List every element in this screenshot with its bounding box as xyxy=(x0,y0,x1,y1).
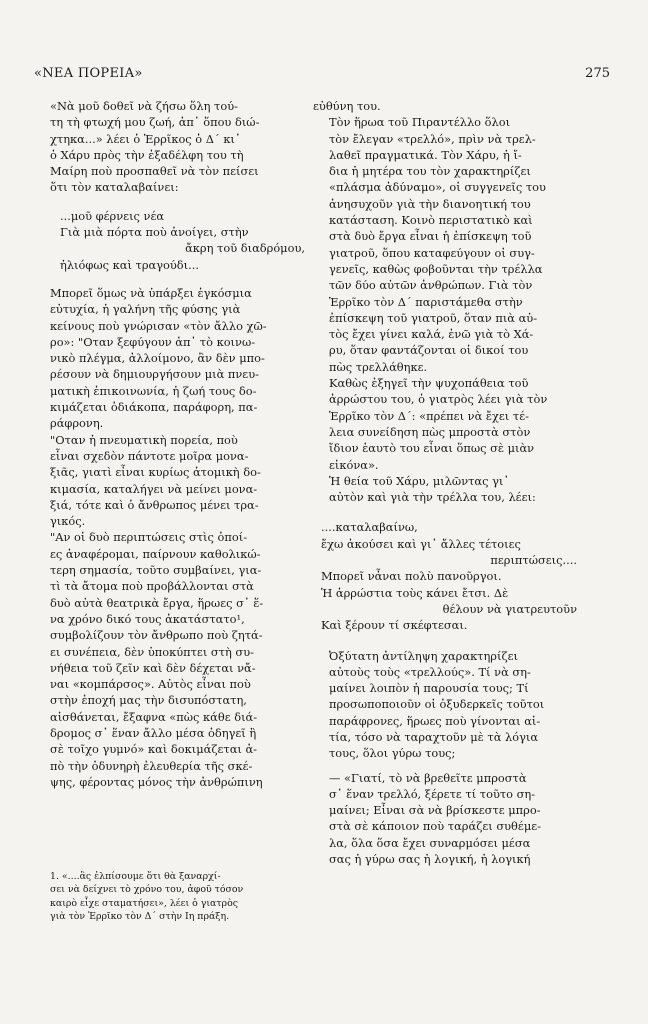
text-line: τὸν ἔλεγαν «τρελλό», πρὶν νὰ τρελ- xyxy=(329,131,536,146)
text-line: αὐτὸν καὶ γιὰ τὴν τρέλλα του, λέει: xyxy=(329,490,536,505)
text-line: ξιᾶς, γιατὶ εἶναι κυρίως ἀτομικὴ δο- xyxy=(50,465,261,480)
text-line: 1. «....ἂς ἐλπίσουμε ὅτι θὰ ξαναρχί- xyxy=(50,871,221,882)
text-line: ει συνέπεια, δὲν ὑποκύπτει στὴ συ- xyxy=(50,644,254,659)
paragraph xyxy=(313,648,589,762)
text-line: θέλουν νὰ γιατρευτοῦν xyxy=(442,601,577,616)
paragraph xyxy=(34,432,309,530)
text-line: ράφρονη. xyxy=(50,416,104,431)
text-line: Μαίρη ποὺ προσπαθεῖ νὰ τὸν πείσει xyxy=(50,164,259,179)
text-line: πὸ τὴν ὀδυνηρὴ ἐλευθερία τῆς σκέ- xyxy=(50,758,253,773)
text-line: ρυ, ὅταν φαντάζονται οἱ δικοί του xyxy=(329,343,529,358)
journal-title: «ΝΕΑ ΠΟΡΕΙΑ» xyxy=(34,66,143,81)
text-line: Ὀξύτατη ἀντίληψη χαρακτηρίζει xyxy=(329,648,519,663)
text-line: ἠλιόφως καὶ τραγούδι... xyxy=(60,257,199,272)
text-line: ἄκρη τοῦ διαδρόμου, xyxy=(185,241,305,256)
text-line: τὶ τὰ ἄτομα ποὺ προβάλλονται στὰ xyxy=(50,579,254,594)
verse-quote xyxy=(321,519,589,633)
text-line: λεια συνείδηση πὼς μπροστὰ στὸν xyxy=(329,424,531,439)
text-line: δρομος σ᾿ ἕναν ἄλλο μέσα ὁδηγεῖ ἢ xyxy=(50,725,257,740)
footnote xyxy=(34,870,309,924)
text-line: κιμάζεται ὁδιάκοπα, παράφορη, πα- xyxy=(50,400,258,415)
text-line: Μπορεῖ ὅμως νὰ ὑπάρξει ἐγκόσμια xyxy=(50,285,252,300)
text-line: ἀνησυχοῦν γιὰ τὴν διανοητική του xyxy=(329,196,531,211)
text-line: ρέσουν νὰ δημιουργήσουν μιὰ πνευ- xyxy=(50,367,259,382)
running-header xyxy=(34,66,610,88)
text-line: νήθεια τοῦ ζεῖν καὶ δὲν δέχεται νἄ- xyxy=(50,660,256,675)
text-line: αὐτοὺς τοὺς «τρελλούς». Τί νὰ ση- xyxy=(329,664,531,679)
text-line: εἶναι σχεδὸν πάντοτε μοῖρα μονα- xyxy=(50,448,249,463)
text-line: κατάσταση. Κοινὸ περιστατικὸ καὶ xyxy=(329,213,533,228)
text-line: Τὸν ἥρωα τοῦ Πιραντέλλο ὅλοι xyxy=(329,115,511,130)
page-number: 275 xyxy=(585,66,610,81)
text-line: χτηκα...» λέει ὁ Ἑρρῖκος ὁ Δ΄ κι᾿ xyxy=(50,131,241,146)
text-line: ὁ Χάρυ πρὸς τὴν ἐξαδέλφη του τὴ xyxy=(50,147,244,162)
paragraph xyxy=(313,375,589,473)
text-line: δυὸ αὐτὰ θεατρικὰ ἔργα, ἥρωες σ᾿ ἕ- xyxy=(50,595,264,610)
text-line: ἴδιον ἑαυτὸ του εἶναι ὅπως σὲ μιὰν xyxy=(329,441,535,456)
text-line: προσωποποιοῦν οἱ ὀξυδερκεῖς τοῦτοι xyxy=(329,697,545,712)
text-line: Ἑρρῖκο τὸν Δ΄: «πρέπει νὰ ἔχει τέ- xyxy=(329,408,529,423)
text-line: ....καταλαβαίνω, xyxy=(321,520,418,535)
text-line: «Νὰ μοῦ δοθεῖ νὰ ζήσω ὅλη τού- xyxy=(50,99,238,113)
text-line: ψης, φέροντας μόνος τὴν ἀνθρώπινη xyxy=(50,774,263,789)
text-line: ὅτι τὸν καταλαβαίνει: xyxy=(50,180,179,195)
text-line: Ἑρρῖκο τὸν Δ΄ παριστάμεθα στὴν xyxy=(329,294,523,309)
text-line: γιατροῦ, ὅπου καταφεύγουν οἱ συγ- xyxy=(329,245,535,260)
text-line: «πλάσμα ἀδύναμο», οἱ συγγενεῖς του xyxy=(329,180,546,195)
text-line: τῶν δύο αὐτῶν ἀνθρώπων. Γιὰ τὸν xyxy=(329,278,533,293)
text-line: "Αν οἱ δυὸ περιπτώσεις στὶς ὁποί- xyxy=(50,530,248,545)
text-line: στὴν ἐποχή μας τὴν δισυπόστατη, xyxy=(50,693,247,708)
verse-quote xyxy=(60,208,309,273)
text-line: μαίνει λοιπὸν ἡ παρουσία τους; Τί xyxy=(329,681,529,696)
paragraph xyxy=(313,473,589,506)
text-line: Ἡ ἀρρώστια τοὺς κάνει ἔτσι. Δὲ xyxy=(321,585,509,600)
paragraph xyxy=(34,285,309,432)
text-line: ...μοῦ φέρνεις νέα xyxy=(60,208,165,223)
paragraph xyxy=(313,770,589,868)
text-line: νικὸ πλέγμα, ἀλλοίμονο, ἂν δὲν μπο- xyxy=(50,351,265,366)
text-line: καιρὸ εἶχε σταματήσει», λέει ὁ γιατρὸς xyxy=(50,897,238,909)
text-line: κείνους ποὺ γνώρισαν «τὸν ἄλλο χῶ- xyxy=(50,318,267,333)
text-line: Γιὰ μιὰ πόρτα ποὺ ἀνοίγει, στὴν xyxy=(60,225,249,240)
text-line: στὰ σὲ κάποιον ποὺ ταράζει συθέμε- xyxy=(329,819,541,834)
text-line: εἰκόνα». xyxy=(329,457,379,472)
text-line: τη τὴ φτωχή μου ζωή, ἀπ᾿ ὅπου διώ- xyxy=(50,115,260,130)
text-line: Καθὼς ἐξηγεῖ τὴν ψυχοπάθεια τοῦ xyxy=(329,376,529,391)
text-line: σει νὰ δείχνει τὸ χρόνο του, ἀφοῦ τόσον xyxy=(50,884,244,896)
text-line: παράφρονες, ἥρωες ποὺ γίνονται αἰ- xyxy=(329,713,541,728)
text-line: πὼς τρελλάθηκε. xyxy=(329,359,428,374)
text-line: ες ἀναφέρομαι, παίρνουν καθολικώ- xyxy=(50,546,261,561)
text-line: γικός. xyxy=(50,514,86,529)
text-line: τους, ὅλοι γύρω τους; xyxy=(329,746,456,761)
text-line: δια ἡ μητέρα του τὸν χαρακτηρίζει xyxy=(329,164,531,179)
text-line: ναι «κομπάρσος». Αὐτὸς εἶναι ποὺ xyxy=(50,677,251,692)
text-line: — «Γιατί, τὸ νὰ βρεθεῖτε μπροστὰ xyxy=(329,770,527,785)
text-line: εὐθύνη του. xyxy=(313,99,381,113)
text-line: περιπτώσεις.... xyxy=(490,553,577,568)
text-line: γιὰ τὸν Ἑρρῖκο τὸν Δ΄ στὴν Ιη πράξη. xyxy=(50,911,230,923)
text-line: να χρόνο δικό τους ἀκατάστατο¹, xyxy=(50,611,245,626)
text-line: ματικὴ ἐπικοινωνία, ἡ ζωή τους δο- xyxy=(50,383,257,398)
text-line: εὐτυχία, ἡ γαλήνη τῆς φύσης γιὰ xyxy=(50,302,241,317)
paragraph xyxy=(34,98,309,196)
text-line: ρο»: "Οταν ξεφύγουν ἀπ᾿ τὸ κοινω- xyxy=(50,334,256,349)
text-line: λα, ὅλα ὅσα ἔχει συναρμόσει μέσα xyxy=(329,835,531,850)
text-line: ἔχω ἀκούσει καὶ γι᾿ ἄλλες τέτοιες xyxy=(321,536,521,551)
paragraph xyxy=(313,114,589,375)
text-line: στὰ δυὸ ἔργα εἶναι ἡ ἐπίσκεψη τοῦ xyxy=(329,229,532,244)
text-line: γενεῖς, καθὼς φοβοῦνται τὴν τρέλλα xyxy=(329,261,543,276)
paragraph xyxy=(34,529,309,790)
text-line: Ἡ θεία τοῦ Χάρυ, μιλῶντας γι᾿ xyxy=(329,473,510,488)
text-line: ξιά, τότε καὶ ὁ ἄνθρωπος μένει τρα- xyxy=(50,497,259,512)
text-line: σὲ τοῖχο γυμνό» καὶ δοκιμάζεται ἀ- xyxy=(50,742,258,757)
text-line: "Οταν ἡ πνευματικὴ πορεία, ποὺ xyxy=(50,432,238,447)
right-column xyxy=(313,98,589,867)
text-line: μαίνει; Εἶναι σὰ νὰ βρίσκεστε μπρο- xyxy=(329,803,541,818)
text-line: κιμασία, καταλήγει νὰ μείνει μονα- xyxy=(50,481,258,496)
text-line: λαθεῖ πραγματικά. Τὸν Χάρυ, ἡ ἴ- xyxy=(329,147,522,162)
text-line: τία, τόσο νὰ ταραχτοῦν μὲ τὰ λόγια xyxy=(329,729,539,744)
text-line: ἐπίσκεψη τοῦ γιατροῦ, ὅταν πιὰ αὐ- xyxy=(329,310,538,325)
text-line: Μπορεῖ νἆναι πολὺ πανοῦργοι. xyxy=(321,569,502,584)
text-line: Καὶ ξέρουν τί σκέφτεσαι. xyxy=(321,618,468,633)
text-line: τὸς ἔχει γίνει καλά, ἐνῶ γιὰ τὸ Χά- xyxy=(329,327,534,342)
paragraph xyxy=(313,98,589,114)
text-line: σ᾿ ἕναν τρελλό, ξέρετε τί τοῦτο ση- xyxy=(329,786,536,801)
left-column xyxy=(34,98,309,790)
text-line: σας ἡ γύρω σας ἡ λογική, ἡ λογική xyxy=(329,852,531,867)
text-line: ἀρρώστου του, ὁ γιατρὸς λέει γιὰ τὸν xyxy=(329,392,548,407)
text-line: αἰσθάνεται, ἔξαφνα «πὼς κάθε διά- xyxy=(50,709,258,724)
text-line: συμβολίζουν τὸν ἄνθρωπο ποὺ ζητά- xyxy=(50,628,263,643)
text-line: τερη σημασία, τοῦτο συμβαίνει, για- xyxy=(50,563,262,578)
